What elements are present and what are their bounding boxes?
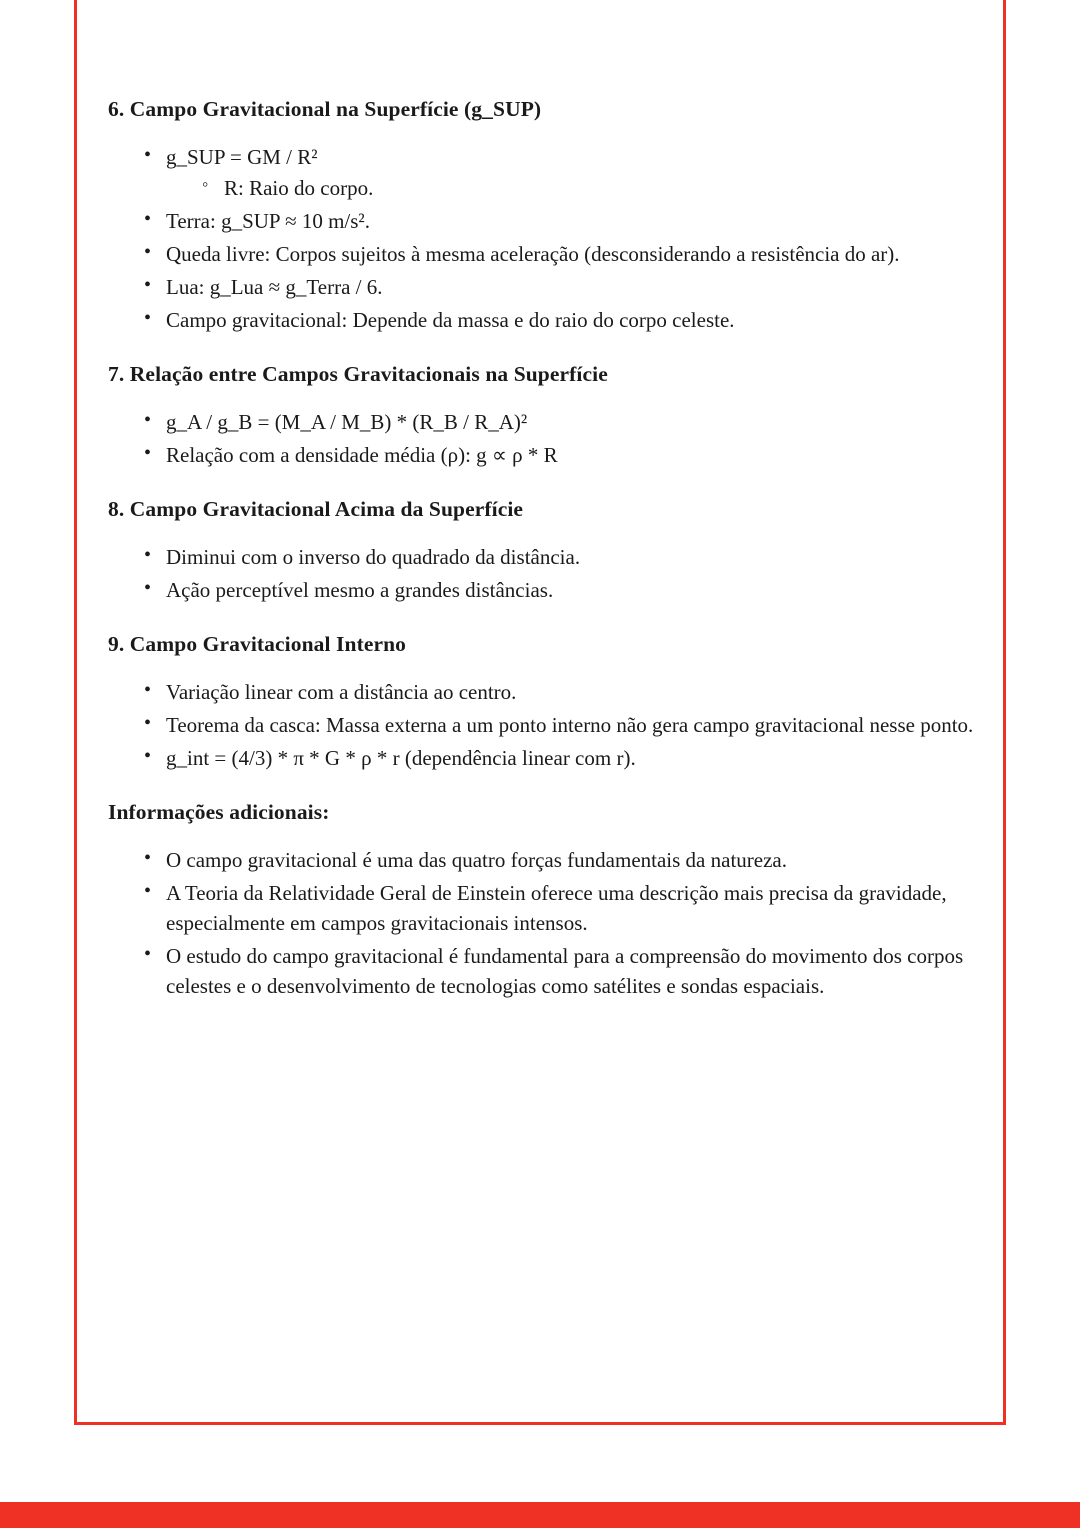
list-item: • Teorema da casca: Massa externa a um ponto interno não gera campo gravitacional nesse ponto. (144, 710, 978, 740)
sub-bullet-list (166, 173, 978, 203)
section-block (108, 631, 978, 773)
list-item: • g_int = (4/3) * π * G * ρ * r (dependência linear com r). (144, 743, 978, 773)
section-block (108, 361, 978, 470)
list-item: • A Teoria da Relatividade Geral de Einstein oferece uma descrição mais precisa da gravidade, especialmente em campos gravitacionais intensos. (144, 878, 978, 938)
section-block (108, 799, 978, 1001)
bullet-list (108, 142, 978, 335)
list-item: • Diminui com o inverso do quadrado da distância. (144, 542, 978, 572)
section-heading: 9. Campo Gravitacional Interno (108, 631, 407, 656)
bullet-list (108, 542, 978, 605)
list-item: • Lua: g_Lua ≈ g_Terra / 6. (144, 272, 978, 302)
bullet-list (108, 677, 978, 773)
document-content (108, 96, 978, 1004)
section-heading: 8. Campo Gravitacional Acima da Superfície (108, 497, 524, 521)
list-item: • Variação linear com a distância ao centro. (144, 677, 978, 707)
list-item: • Terra: g_SUP ≈ 10 m/s². (144, 206, 978, 236)
page-border-bottom (74, 1422, 1006, 1425)
footer-accent-bar (0, 1502, 1080, 1528)
section-heading: Informações adicionais: (108, 799, 330, 824)
sub-list-item: ◦ R: Raio do corpo. (202, 173, 978, 203)
page-border-left (74, 0, 77, 1425)
list-item-text: g_SUP = GM / R² (166, 144, 318, 169)
list-item: • O estudo do campo gravitacional é fundamental para a compreensão do movimento dos corpos celestes e o desenvolvimento de tecnologias como satélites e sondas espaciais. (144, 941, 978, 1001)
list-item: • g_A / g_B = (M_A / M_B) * (R_B / R_A)² (144, 407, 978, 437)
list-item: • Campo gravitacional: Depende da massa e do raio do corpo celeste. (144, 305, 978, 335)
section-heading: 6. Campo Gravitacional na Superfície (g_SUP) (108, 97, 542, 121)
section-heading: 7. Relação entre Campos Gravitacionais na Superfície (108, 362, 608, 387)
list-item (144, 142, 978, 203)
list-item: • O campo gravitacional é uma das quatro forças fundamentais da natureza. (144, 845, 978, 875)
bullet-list (108, 845, 978, 1001)
section-block (108, 96, 978, 335)
bullet-list (108, 407, 978, 470)
list-item: • Queda livre: Corpos sujeitos à mesma aceleração (desconsiderando a resistência do ar). (144, 239, 978, 269)
list-item: • Ação perceptível mesmo a grandes distâncias. (144, 575, 978, 605)
page-border-right (1003, 0, 1006, 1425)
list-item: • Relação com a densidade média (ρ): g ∝ ρ * R (144, 440, 978, 470)
section-block (108, 496, 978, 605)
